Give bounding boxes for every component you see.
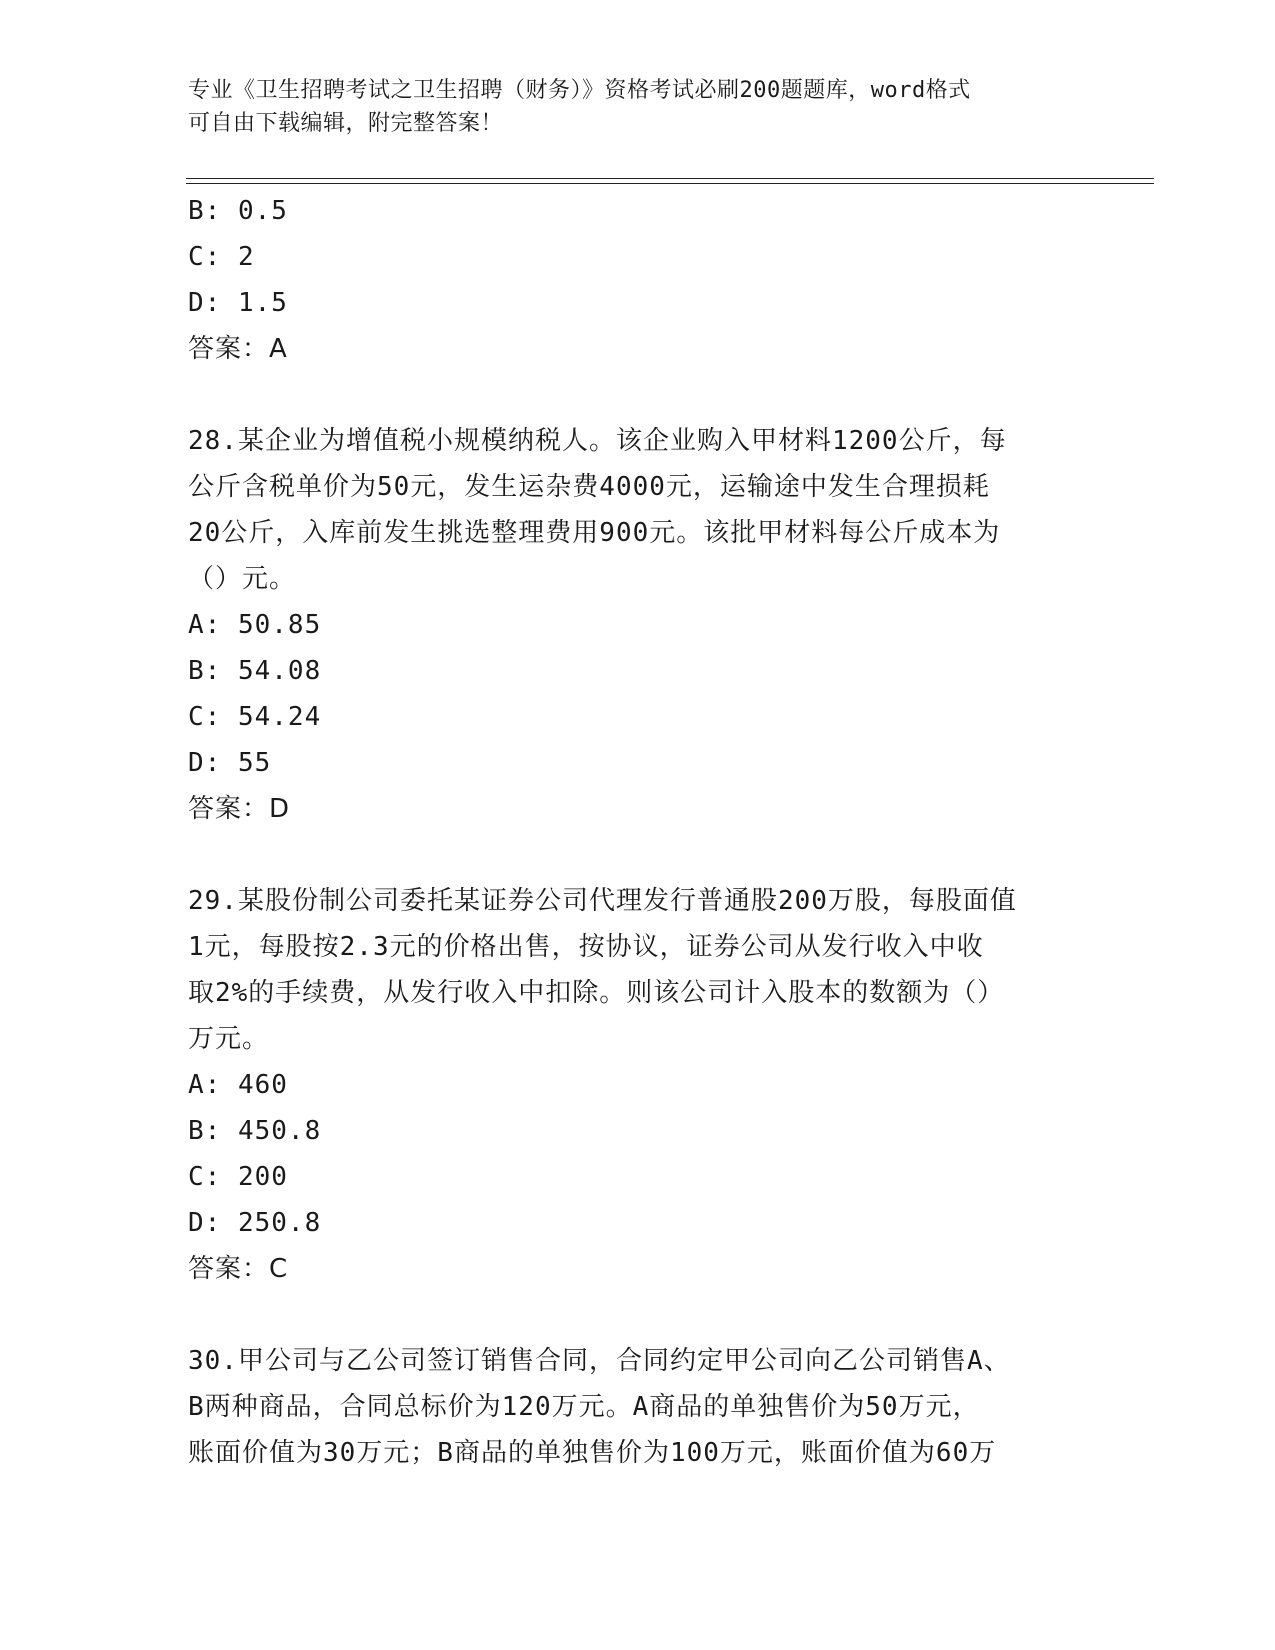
option-b: B: 54.08 (188, 656, 322, 686)
question-stem-line: 万元。 (188, 1024, 270, 1054)
answer: 答案：C (188, 1254, 289, 1284)
option-b: B: 450.8 (188, 1116, 322, 1146)
question-stem-line: 账面价值为30万元；B商品的单独售价为100万元，账面价值为60万 (188, 1438, 997, 1468)
question-28 (188, 418, 1088, 832)
question-stem-line: 29.某股份制公司委托某证券公司代理发行普通股200万股，每股面值 (188, 886, 1017, 916)
option-d: D: 1.5 (188, 288, 288, 318)
question-stem-line: 28.某企业为增值税小规模纳税人。该企业购入甲材料1200公斤，每 (188, 426, 1007, 456)
answer: 答案：A (188, 334, 288, 364)
question-stem-line: 20公斤，入库前发生挑选整理费用900元。该批甲材料每公斤成本为 (188, 518, 1001, 548)
option-b: B: 0.5 (188, 196, 288, 226)
option-a: A: 460 (188, 1070, 288, 1100)
question-30 (188, 1338, 1088, 1476)
question-stem-line: （）元。 (188, 564, 297, 594)
question-stem-line: 取2%的手续费，从发行收入中扣除。则该公司计入股本的数额为（） (188, 978, 1005, 1008)
question-27-continued (188, 188, 1088, 372)
question-stem-line: 1元，每股按2.3元的价格出售，按协议，证券公司从发行收入中收 (188, 932, 984, 962)
option-c: C: 2 (188, 242, 255, 272)
question-stem-line: 公斤含税单价为50元，发生运杂费4000元，运输途中发生合理损耗 (188, 472, 990, 502)
spacer (188, 1292, 1088, 1338)
document-header (188, 74, 1068, 140)
option-c: C: 200 (188, 1162, 288, 1192)
option-d: D: 250.8 (188, 1208, 322, 1238)
option-d: D: 55 (188, 748, 272, 778)
spacer (188, 832, 1088, 878)
header-divider-top (186, 178, 1154, 179)
document-body (188, 188, 1088, 1476)
header-divider-bottom (186, 183, 1154, 184)
question-29 (188, 878, 1088, 1292)
option-c: C: 54.24 (188, 702, 322, 732)
question-stem-line: 30.甲公司与乙公司签订销售合同，合同约定甲公司向乙公司销售A、 (188, 1346, 1011, 1376)
header-title-line-2: 可自由下载编辑，附完整答案！ (188, 111, 504, 136)
answer: 答案：D (188, 794, 291, 824)
option-a: A: 50.85 (188, 610, 322, 640)
spacer (188, 372, 1088, 418)
question-stem-line: B两种商品，合同总标价为120万元。A商品的单独售价为50万元， (188, 1392, 980, 1422)
header-title-line-1: 专业《卫生招聘考试之卫生招聘（财务）》资格考试必刷200题题库，word格式 (188, 78, 971, 103)
